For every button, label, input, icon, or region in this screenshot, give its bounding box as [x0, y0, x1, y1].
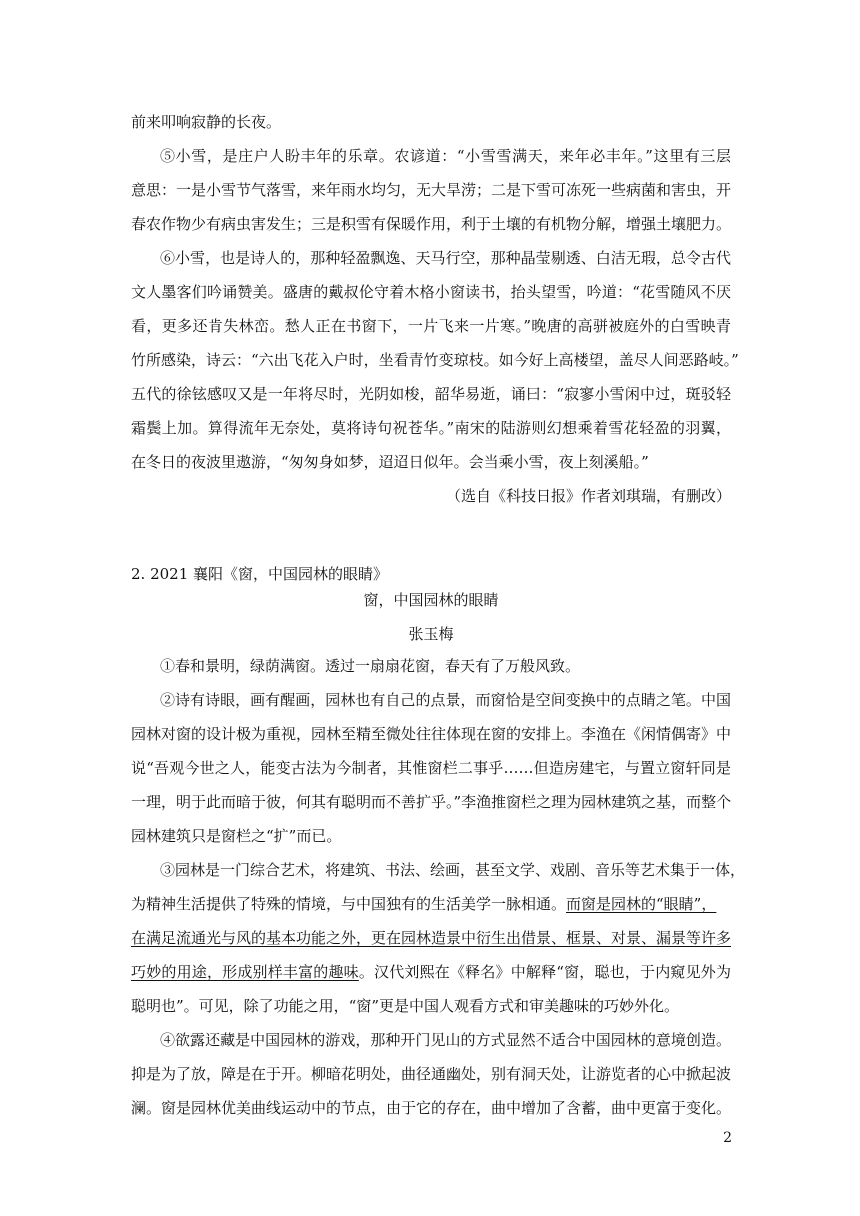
- paragraph-5-line: 春农作物少有病虫害发生；三是积雪有保暖作用，利于土壤的有机物分解，增强土壤肥力。: [131, 215, 732, 233]
- article-title: 窗，中国园林的眼睛: [363, 591, 499, 609]
- paragraph-2-line: 园林建筑只是窗栏之“扩”而已。: [131, 827, 342, 845]
- paragraph-2-line: ②诗有诗眼，画有醒画，园林也有自己的点景，而窗恰是空间变换中的点睛之笔。中国: [160, 691, 731, 709]
- paragraph-6-line: ⑥小雪，也是诗人的，那种轻盈飘逸、天马行空，那种晶莹剔透、白洁无瑕，总令古代: [160, 249, 731, 267]
- page-number: 2: [723, 1130, 732, 1146]
- paragraph-3-line: [131, 962, 731, 982]
- paragraph-5-line: 意思：一是小雪节气落雪，来年雨水均匀，无大旱涝；二是下雪可冻死一些病菌和害虫，开: [131, 181, 732, 199]
- underlined-sentence-end: 巧妙的用途，形成别样丰富的趣味: [131, 963, 359, 981]
- underlined-sentence: 而窗是园林的“眼睛”，: [566, 895, 717, 913]
- paragraph-6-line: 五代的徐铉感叹又是一年将尽时，光阴如梭，韶华易逝，诵曰：“寂寥小雪闲中过，斑驳轻: [131, 385, 731, 403]
- underlined-sentence-line: 在满足流通光与风的基本功能之外，更在园林造景中衍生出借景、框景、对景、漏景等许多: [131, 929, 732, 947]
- paragraph-1-line: ①春和景明，绿荫满窗。透过一扇扇花窗，春天有了万般风致。: [160, 657, 581, 675]
- paragraph-6-line: 霜鬓上加。算得流年无奈处，莫将诗句祝苍华。”南宋的陆游则幻想乘着雪花轻盈的羽翼，: [131, 419, 731, 437]
- question-heading: 2. 2021 襄阳《窗，中国园林的眼睛》: [131, 565, 389, 583]
- paragraph-6-line: 竹所感染，诗云：“六出飞花入户时，坐看青竹变琼枝。如今好上高楼望，盖尽人间恶路岐。”: [131, 351, 739, 369]
- paragraph-6-line: 文人墨客们吟诵赞美。盛唐的戴叔伦守着木格小窗读书，抬头望雪，吟道：“花雪随风不厌: [131, 283, 731, 301]
- paragraph-2-line: 说“吾观今世之人，能变古法为今制者，其惟窗栏二事乎……但造房建宅，与置立窗轩同是: [131, 759, 731, 777]
- paragraph-3-line: [131, 894, 731, 914]
- paragraph-line: 前来叩响寂静的长夜。: [131, 113, 282, 131]
- paragraph-6-line: 在冬日的夜波里遨游，“匆匆身如梦，迢迢日似年。会当乘小雪，夜上刻溪船。”: [131, 453, 649, 471]
- paragraph-3-text: 。汉代刘熙在《释名》中解释“窗，聪也，于内窥见外为: [358, 963, 731, 981]
- paragraph-4-line: ④欲露还藏是中国园林的游戏，那种开门见山的方式显然不适合中国园林的意境创造。: [160, 1031, 731, 1049]
- paragraph-2-line: 一理，明于此而暗于彼，何其有聪明而不善扩乎。”李渔推窗栏之理为园林建筑之基，而整个: [131, 793, 732, 811]
- paragraph-4-line: 抑是为了放，障是在于开。柳暗花明处，曲径通幽处，别有洞天处，让游览者的心中掀起波: [131, 1065, 732, 1083]
- paragraph-4-line: 澜。窗是园林优美曲线运动中的节点，由于它的存在，曲中增加了含蓄，曲中更富于变化。: [131, 1099, 732, 1117]
- article-author: 张玉梅: [408, 625, 454, 643]
- paragraph-6-line: 看，更多还肯失林峦。愁人正在书窗下，一片飞来一片寒。”晚唐的高骈被庭外的白雪映青: [131, 317, 731, 335]
- paragraph-2-line: 园林对窗的设计极为重视，园林至精至微处往往体现在窗的安排上。李渔在《闲情偶寄》中: [131, 725, 732, 743]
- paragraph-3-line: 聪明也”。可见，除了功能之用，“窗”更是中国人观看方式和审美趣味的巧妙外化。: [131, 997, 680, 1015]
- paragraph-3-text: 为精神生活提供了特殊的情境，与中国独有的生活美学一脉相通。: [131, 895, 567, 913]
- paragraph-5-line: ⑤小雪，是庄户人盼丰年的乐章。农谚道：“小雪雪满天，来年必丰年。”这里有三层: [160, 147, 731, 165]
- source-citation: （选自《科技日报》作者刘琪瑞，有删改）: [445, 487, 731, 505]
- paragraph-3-line: ③园林是一门综合艺术，将建筑、书法、绘画，甚至文学、戏剧、音乐等艺术集于一体，: [160, 861, 746, 879]
